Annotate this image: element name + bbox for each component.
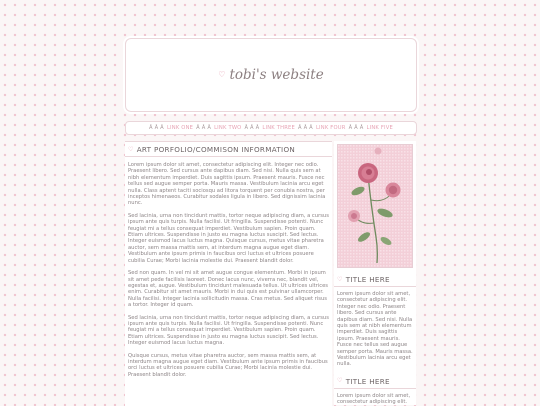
nav-link-two[interactable]: LINK TWO xyxy=(214,125,242,131)
nav-separator: Â Â Â xyxy=(348,125,364,131)
sidebar-heading-bar xyxy=(334,374,416,389)
sidebar-heading-bar xyxy=(334,272,416,287)
nav-separator: Â Â Â xyxy=(297,125,313,131)
nav-link-four[interactable]: LINK FOUR xyxy=(315,125,346,131)
rose-painting-image xyxy=(337,144,413,268)
heart-icon: ♡ xyxy=(128,145,134,153)
paragraph: Sed lacinia, urna non tincidunt mattis, tortor neque adipiscing diam, a cursus ipsum ante quis turpis. Nulla facilisi. Ut fringilla. Suspendisse potenti. Nunc feugiat mi a tellus consequat imperdiet. Vestibulum sapien. Proin quam. Etiam ultrices. Suspendisse in justo eu magna luctus suscipit. Sed lectus. Integer euismod lacus luctus magna. xyxy=(128,314,329,347)
main-body xyxy=(125,157,332,378)
sidebar-text: Lorem ipsum dolor sit amet, consectetur adipiscing elit. Integer nec odio. Praesent libero. Sed cursus ante dapibus diam. Sed nisi. Nulla quis sem at nibh elementum imperdiet. Duis sagittis ipsum. Praesent mauris. Fusce nec tellus sed augue semper porta. Mauris massa. Vestibulum lacinia arcu eget nulla. xyxy=(337,291,413,368)
nav-link-three[interactable]: LINK THREE xyxy=(262,125,295,131)
paragraph: Quisque cursus, metus vitae pharetra auctor, sem massa mattis sem, at interdum magna augue eget diam. Vestibulum ante ipsum primis in faucibus orci luctus et ultrices posuere cubilia Curae; Morbi lacinia molestie dui. Praesent blandit dolor. xyxy=(128,352,328,378)
heart-icon: ♡ xyxy=(337,377,343,385)
main-heading-bar xyxy=(125,142,332,157)
nav-bar xyxy=(125,121,417,135)
main-heading: ART PORFOLIO/COMMISON INFORMATION xyxy=(136,145,296,154)
nav-link-one[interactable]: LINK ONE xyxy=(166,125,194,131)
nav-separator: Â Â Â xyxy=(244,125,260,131)
sidebar-heading: TITLE HERE xyxy=(345,376,390,386)
paragraph: Sed non quam. In vel mi sit amet augue congue elementum. Morbi in ipsum sit amet pede facilisis laoreet. Donec lacus nunc, viverra nec, blandit vel, egestas et, augue. Vestibulum tincidunt malesuada tellus. Ut ultrices ultrices enim. Curabitur sit amet mauris. Morbi in dui quis est pulvinar ullamcorper. Nulla facilisi. Integer lacinia sollicitudin massa. Cras metus. Sed aliquet risus a tortor. Integer id quam. xyxy=(128,270,328,309)
nav-link-five[interactable]: LINK FIVE xyxy=(366,125,394,131)
heart-icon: ♡ xyxy=(218,70,226,79)
sidebar-heading: TITLE HERE xyxy=(345,275,390,284)
nav-separator: Â Â Â xyxy=(148,125,164,131)
site-title: tobi's website xyxy=(229,67,324,83)
paragraph: Sed lacinia, urna non tincidunt mattis, tortor neque adipiscing diam, a cursus ipsum ante quis turpis. Nulla facilisi. Ut fringilla. Suspendisse potenti. Nunc feugiat mi a tellus consequat imperdiet. Vestibulum sapien. Proin quam. Etiam ultrices. Suspendisse in justo eu magna luctus suscipit. Sed lectus. Integer euismod lacus luctus magna. Quisque cursus, metus vitae pharetra auctor, sem massa mattis sem, at interdum magna augue eget diam. Vestibulum ante ipsum primis in faucibus orci luctus et ultrices posuere cubilia Curae; Morbi lacinia molestie dui. Praesent blandit dolor. xyxy=(128,212,329,264)
site-header xyxy=(125,38,417,112)
nav-separator: Â Â Â xyxy=(196,125,212,131)
sidebar xyxy=(334,141,416,405)
main-content xyxy=(125,141,332,406)
sidebar-text: Lorem ipsum dolor sit amet, consectetur adipiscing elit. xyxy=(337,392,411,405)
paragraph: Lorem ipsum dolor sit amet, consectetur adipiscing elit. Integer nec odio. Praesent libero. Sed cursus ante dapibus diam. Sed nisi. Nulla quis sem at nibh elementum imperdiet. Duis sagittis ipsum. Praesent mauris. Fusce nec tellus sed augue semper porta. Mauris massa. Vestibulum lacinia arcu eget nulla. Class aptent taciti sociosqu ad litora torquent per conubia nostra, per inceptos himenaeos. Curabitur sodales ligula in libero. Sed dignissim lacinia nunc. xyxy=(128,162,326,207)
heart-icon: ♡ xyxy=(337,275,343,283)
